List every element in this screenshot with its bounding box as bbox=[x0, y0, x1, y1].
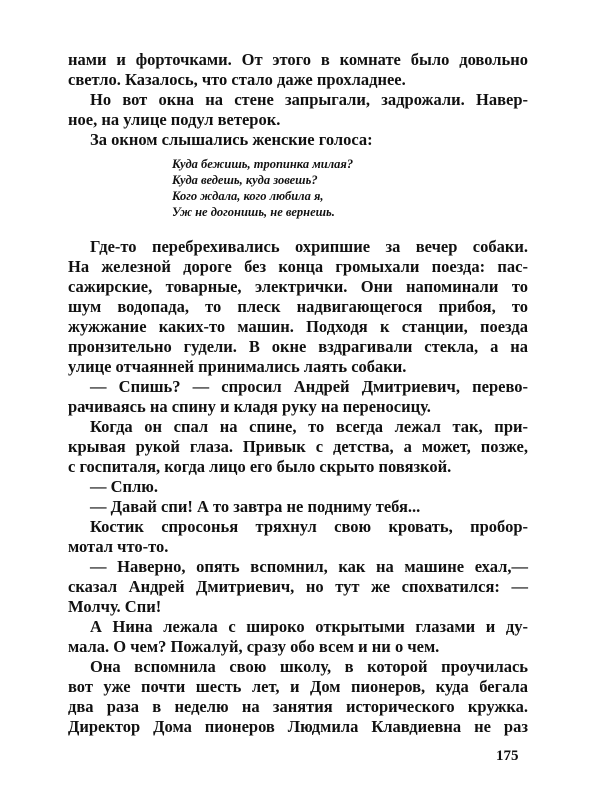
text-line-12: улице отчаянней принимались лаять собаки. bbox=[68, 357, 407, 376]
text-line-10: жужжание каких-то машин. Подходя к станции, поезда bbox=[68, 317, 528, 336]
text-line-5: За окном слышались женские голоса: bbox=[90, 130, 373, 149]
text-line-18: — Сплю. bbox=[90, 477, 159, 496]
text-line-25: А Нина лежала с широко открытыми глазами и ду- bbox=[90, 617, 528, 636]
text-line-23: сказал Андрей Дмитриевич, но тут же спохватился: — bbox=[68, 577, 528, 596]
text-line-1: нами и форточками. От этого в комнате было довольно bbox=[68, 50, 528, 69]
text-line-14: рачиваясь на спину и кладя руку на переносицу. bbox=[68, 397, 431, 416]
poem-line-4: Уж не догонишь, не вернешь. bbox=[172, 205, 335, 219]
text-line-15: Когда он спал на спине, то всегда лежал так, при- bbox=[90, 417, 528, 436]
text-line-21: мотал что-то. bbox=[68, 537, 169, 556]
text-line-7: На железной дороге без конца громыхали поезда: пас- bbox=[68, 257, 528, 276]
text-line-8: сажирские, товарные, электрички. Они напоминали то bbox=[68, 277, 528, 296]
text-line-26: мала. О чем? Пожалуй, сразу обо всем и ни о чем. bbox=[68, 637, 440, 656]
text-line-3: Но вот окна на стене запрыгали, задрожали. Навер- bbox=[90, 90, 528, 109]
text-line-13: — Спишь? — спросил Андрей Дмитриевич, перево- bbox=[90, 377, 528, 396]
text-line-24: Молчу. Спи! bbox=[68, 597, 162, 616]
page-number: 175 bbox=[496, 748, 519, 764]
text-line-16: крывая рукой глаза. Привык с детства, а может, позже, bbox=[68, 437, 528, 456]
text-line-28: вот уже почти шесть лет, и Дом пионеров, куда бегала bbox=[68, 677, 528, 696]
text-line-27: Она вспомнила свою школу, в которой проучилась bbox=[90, 657, 528, 676]
poem-line-1: Куда бежишь, тропинка милая? bbox=[172, 157, 354, 171]
poem-line-2: Куда ведешь, куда зовешь? bbox=[172, 173, 318, 187]
poem-line-3: Кого ждала, кого любила я, bbox=[172, 189, 324, 203]
text-line-30: Директор Дома пионеров Людмила Клавдиевна не раз bbox=[68, 717, 528, 736]
text-line-4: ное, на улице подул ветерок. bbox=[68, 110, 281, 129]
text-line-19: — Давай спи! А то завтра не подниму тебя... bbox=[90, 497, 421, 516]
text-line-9: шум водопада, то плеск надвигающегося прибоя, то bbox=[68, 297, 528, 316]
text-line-17: с госпиталя, когда лицо его было скрыто повязкой. bbox=[68, 457, 452, 476]
text-line-2: светло. Казалось, что стало даже прохладнее. bbox=[68, 70, 406, 89]
text-line-11: пронзительно гудели. В окне вздрагивали стекла, а на bbox=[68, 337, 528, 356]
text-line-22: — Наверно, опять вспомнил, как на машине ехал,— bbox=[90, 557, 528, 576]
text-line-6: Где-то перебрехивались охрипшие за вечер собаки. bbox=[90, 237, 528, 256]
text-line-29: два раза в неделю на занятия исторического кружка. bbox=[68, 697, 528, 716]
text-line-20: Костик спросонья тряхнул свою кровать, пробор- bbox=[90, 517, 528, 536]
